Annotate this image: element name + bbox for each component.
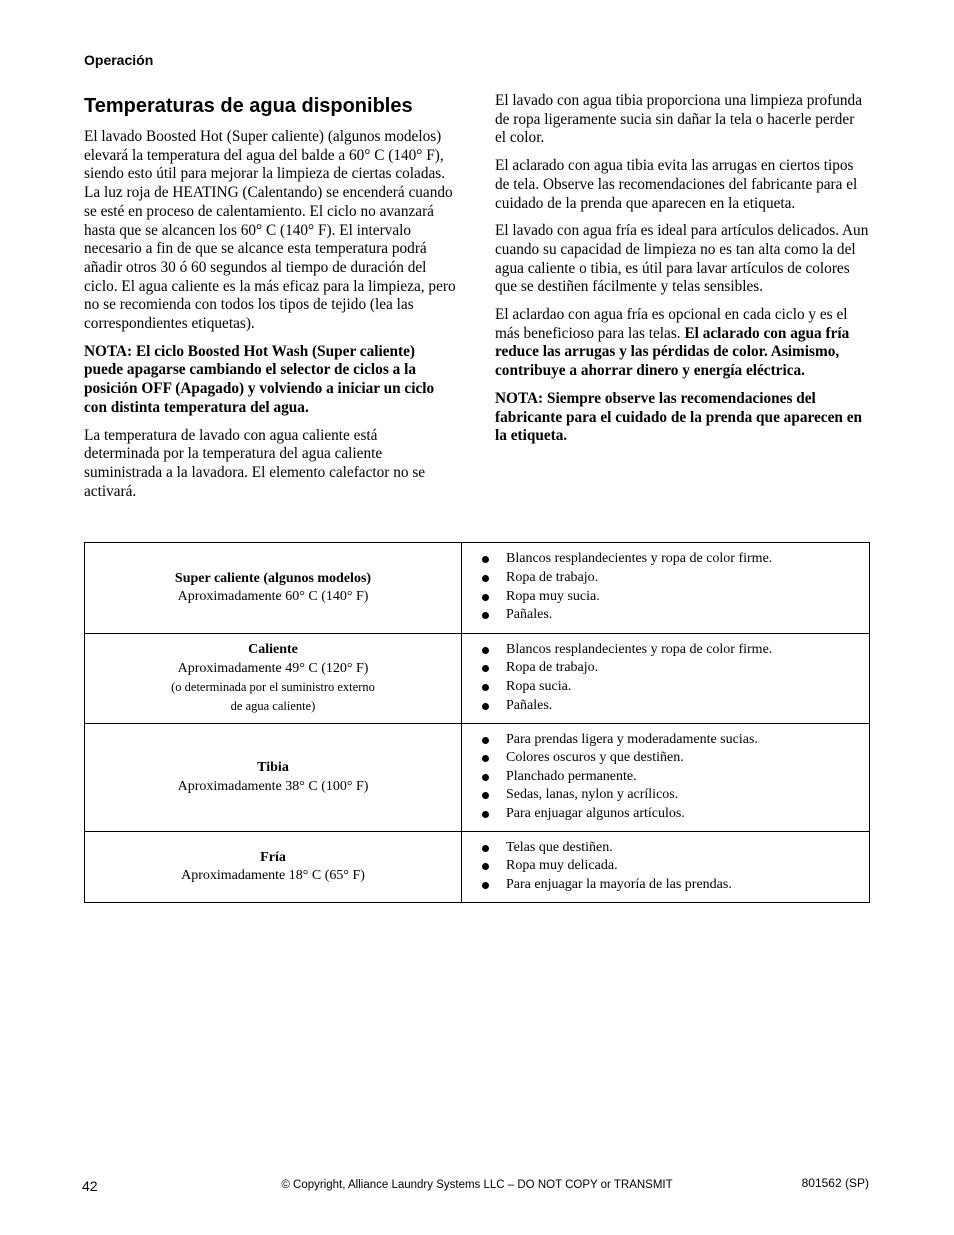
cold-rinse-text: El aclardao con agua fría es opcional en cada ciclo y es el más beneficioso para las telas. bbox=[495, 306, 848, 342]
bullet-icon bbox=[482, 684, 489, 691]
bullet-icon bbox=[482, 703, 489, 710]
uses-list bbox=[480, 731, 861, 824]
list-item: Sedas, lanas, nylon y acrílicos. bbox=[480, 786, 861, 805]
list-item: Para prendas ligera y moderadamente sucias. bbox=[480, 731, 861, 750]
cold-rinse-paragraph bbox=[495, 306, 869, 381]
uses-list bbox=[480, 839, 861, 895]
bullet-icon bbox=[482, 845, 489, 852]
list-item: Ropa muy delicada. bbox=[480, 857, 861, 876]
list-item: Ropa de trabajo. bbox=[480, 659, 861, 678]
temperature-name: Fría bbox=[260, 849, 286, 865]
temperature-cell bbox=[85, 832, 462, 903]
uses-cell bbox=[462, 724, 870, 832]
bullet-icon bbox=[482, 556, 489, 563]
hot-wash-paragraph: La temperatura de lavado con agua caliente está determinada por la temperatura del agua caliente suministrada a la lavadora. El elemento calefactor no se activará. bbox=[84, 426, 426, 500]
bullet-icon bbox=[482, 665, 489, 672]
copyright-notice: © Copyright, Alliance Laundry Systems LLC – DO NOT COPY or TRANSMIT bbox=[281, 1179, 673, 1191]
temperature-value: Aproximadamente 49° C (120° F) bbox=[177, 660, 369, 676]
page-title: Temperaturas de agua disponibles bbox=[84, 95, 413, 117]
bullet-icon bbox=[482, 774, 489, 781]
temperature-cell bbox=[85, 634, 462, 724]
bullet-icon bbox=[482, 575, 489, 582]
bullet-icon bbox=[482, 647, 489, 654]
bullet-icon bbox=[482, 612, 489, 619]
care-label-note: NOTA: Siempre observe las recomendaciones del fabricante para el cuidado de la prenda que aparecen en la etiqueta. bbox=[495, 389, 862, 445]
list-item: Blancos resplandecientes y ropa de color firme. bbox=[480, 641, 861, 660]
list-item: Telas que destiñen. bbox=[480, 839, 861, 858]
table-row bbox=[85, 543, 870, 634]
temperature-note: (o determinada por el suministro externo bbox=[171, 680, 375, 694]
temperature-value: Aproximadamente 38° C (100° F) bbox=[177, 778, 369, 794]
bullet-icon bbox=[482, 811, 489, 818]
temperature-name: Caliente bbox=[248, 642, 298, 657]
table-row bbox=[85, 634, 870, 724]
section-label: Operación bbox=[84, 52, 154, 68]
table-row bbox=[85, 724, 870, 832]
bullet-icon bbox=[482, 594, 489, 601]
list-item: Para enjuagar algunos artículos. bbox=[480, 805, 861, 824]
boosted-hot-note: NOTA: El ciclo Boosted Hot Wash (Super caliente) puede apagarse cambiando el selector de ciclos a la posición OFF (Apagado) y volviendo a iniciar un ciclo con distinta temperatura del agua. bbox=[84, 342, 435, 416]
temperature-value: Aproximadamente 18° C (65° F) bbox=[181, 868, 365, 883]
list-item: Colores oscuros y que destiñen. bbox=[480, 749, 861, 768]
bullet-icon bbox=[482, 863, 489, 870]
temperature-note: de agua caliente) bbox=[230, 699, 316, 713]
table-row bbox=[85, 832, 870, 903]
list-item: Para enjuagar la mayoría de las prendas. bbox=[480, 876, 861, 895]
bullet-icon bbox=[482, 792, 489, 799]
uses-cell bbox=[462, 634, 870, 724]
document-number: 801562 (SP) bbox=[801, 1176, 869, 1190]
warm-rinse-paragraph: El aclarado con agua tibia evita las arrugas en ciertos tipos de tela. Observe las recomendaciones del fabricante para el cuidado de la prenda que aparecen en la etiqueta. bbox=[495, 157, 858, 212]
list-item: Planchado permanente. bbox=[480, 768, 861, 787]
temperature-cell bbox=[85, 724, 462, 832]
list-item: Ropa sucia. bbox=[480, 678, 861, 697]
temperature-value: Aproximadamente 60° C (140° F) bbox=[177, 589, 369, 604]
bullet-icon bbox=[482, 737, 489, 744]
temperature-name: Tibia bbox=[257, 760, 289, 775]
list-item: Pañales. bbox=[480, 697, 861, 716]
page-number: 42 bbox=[82, 1178, 98, 1194]
uses-cell bbox=[462, 832, 870, 903]
list-item: Pañales. bbox=[480, 606, 861, 625]
bullet-icon bbox=[482, 882, 489, 889]
warm-wash-paragraph: El lavado con agua tibia proporciona una limpieza profunda de ropa ligeramente sucia sin dañar la tela o hacerle perder el color. bbox=[495, 92, 862, 147]
uses-list bbox=[480, 641, 861, 715]
list-item: Ropa de trabajo. bbox=[480, 569, 861, 588]
uses-list bbox=[480, 550, 861, 624]
cold-wash-paragraph: El lavado con agua fría es ideal para artículos delicados. Aun cuando su capacidad de limpieza no es tan alta como la del agua caliente o tibia, es útil para lavar artículos de colores que se destiñen fácilmente y telas sensibles. bbox=[495, 222, 869, 296]
cold-rinse-bold-text: El aclarado con agua fría reduce las arrugas y las pérdidas de color. Asimismo, contribuye a ahorrar dinero y energía eléctrica. bbox=[495, 324, 850, 380]
uses-cell bbox=[462, 543, 870, 634]
temperature-name: Super caliente (algunos modelos) bbox=[174, 570, 372, 586]
water-temperature-table bbox=[84, 542, 870, 903]
list-item: Blancos resplandecientes y ropa de color firme. bbox=[480, 550, 861, 569]
boosted-hot-paragraph: El lavado Boosted Hot (Super caliente) (algunos modelos) elevará la temperatura del agua del balde a 60° C (140° F), siendo esto útil para mejorar la limpieza de ciertas coladas. La luz roja de HEATING (Calentando) se encenderá cuando se esté en proceso de calentamiento. El ciclo no avanzará hasta que se alcancen los 60° C (140° F). El intervalo necesario a fin de que se alcance esta temperatura podrá añadir otros 30 ó 60 segundos al tiempo de duración del ciclo. El agua caliente es la más eficaz para la limpieza, pero no se recomienda con todos los tipos de tejido (lea las correspondientes etiquetas). bbox=[84, 128, 456, 333]
temperature-cell bbox=[85, 543, 462, 634]
right-column bbox=[495, 92, 869, 455]
list-item: Ropa muy sucia. bbox=[480, 588, 861, 607]
left-column bbox=[84, 92, 456, 510]
bullet-icon bbox=[482, 755, 489, 762]
